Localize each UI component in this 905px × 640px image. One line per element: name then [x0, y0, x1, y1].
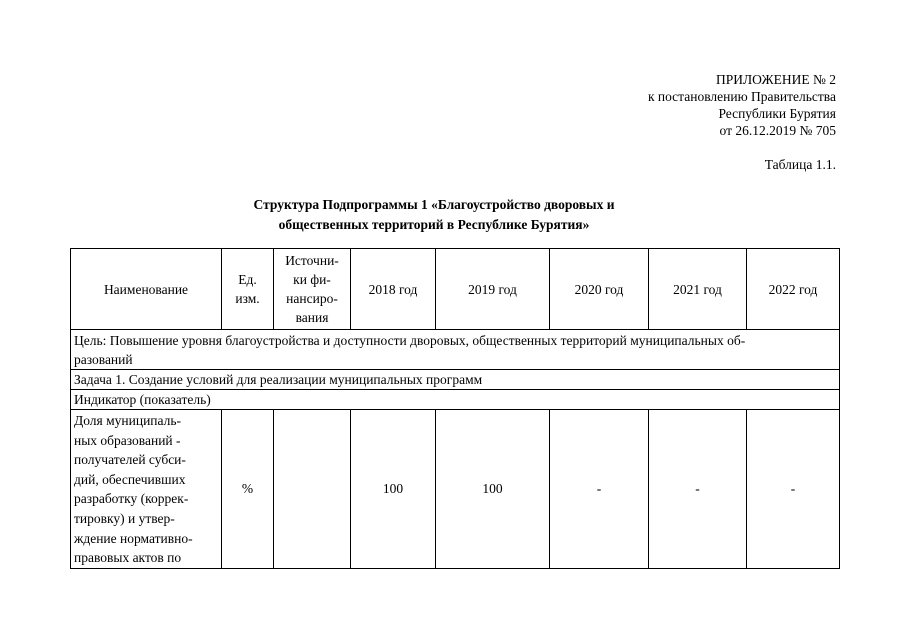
goal-row — [71, 330, 840, 370]
indicator-cell: Индикатор (показатель) — [71, 390, 840, 410]
header-row — [71, 249, 840, 330]
indicator-row — [71, 390, 840, 410]
row-value-2021: - — [649, 410, 747, 569]
header-2022: 2022 год — [747, 249, 840, 330]
appendix-block — [516, 71, 836, 139]
row-name-line: Доля муниципаль- — [74, 413, 182, 428]
task-row — [71, 370, 840, 390]
appendix-date: от 26.12.2019 № 705 — [719, 123, 836, 138]
header-source-line-4: вания — [295, 310, 329, 325]
header-source-line-3: нансиро- — [286, 291, 338, 306]
document-title-line-1: Структура Подпрограммы 1 «Благоустройство дворовых и — [253, 197, 615, 212]
table-row — [71, 410, 840, 569]
header-2020: 2020 год — [550, 249, 649, 330]
document-title-line-2: общественных территорий в Республике Бурятия» — [278, 217, 590, 232]
appendix-title: ПРИЛОЖЕНИЕ № 2 — [715, 72, 836, 87]
row-name-line: правовых актов по — [74, 550, 182, 566]
header-unit-line-2: изм. — [235, 291, 260, 306]
appendix-decree: к постановлению Правительства — [647, 89, 836, 104]
goal-line-2: разований — [74, 351, 133, 367]
header-source-line-1: Источни- — [285, 253, 339, 268]
header-unit-line-1: Ед. — [238, 272, 257, 287]
header-unit — [222, 249, 274, 330]
row-source — [274, 410, 351, 569]
task-cell: Задача 1. Создание условий для реализации муниципальных программ — [71, 370, 840, 390]
goal-line-1: Цель: Повышение уровня благоустройства и доступности дворовых, общественных территорий муниципальных об- — [74, 332, 746, 348]
row-name-line: тировку) и утвер- — [74, 510, 175, 526]
row-name-line: получателей субси- — [74, 452, 186, 468]
header-source — [274, 249, 351, 330]
header-2021: 2021 год — [649, 249, 747, 330]
goal-cell — [71, 330, 840, 370]
row-value-2020: - — [550, 410, 649, 569]
header-name: Наименование — [71, 249, 222, 330]
row-value-2018: 100 — [351, 410, 436, 569]
table-label: Таблица 1.1. — [764, 157, 836, 172]
row-name-line: дий, обеспечивших — [74, 471, 186, 487]
document-title — [70, 195, 798, 235]
row-unit: % — [222, 410, 274, 569]
header-source-line-2: ки фи- — [293, 272, 331, 287]
row-value-2022: - — [747, 410, 840, 569]
row-name-line: разработку (коррек- — [74, 491, 189, 507]
appendix-republic: Республики Бурятия — [718, 106, 836, 121]
row-value-2019: 100 — [436, 410, 550, 569]
header-2018: 2018 год — [351, 249, 436, 330]
header-2019: 2019 год — [436, 249, 550, 330]
row-name-line: ных образований - — [74, 432, 181, 448]
structure-table — [70, 248, 840, 569]
row-name-line: ждение нормативно- — [74, 530, 193, 546]
row-name — [71, 410, 222, 569]
